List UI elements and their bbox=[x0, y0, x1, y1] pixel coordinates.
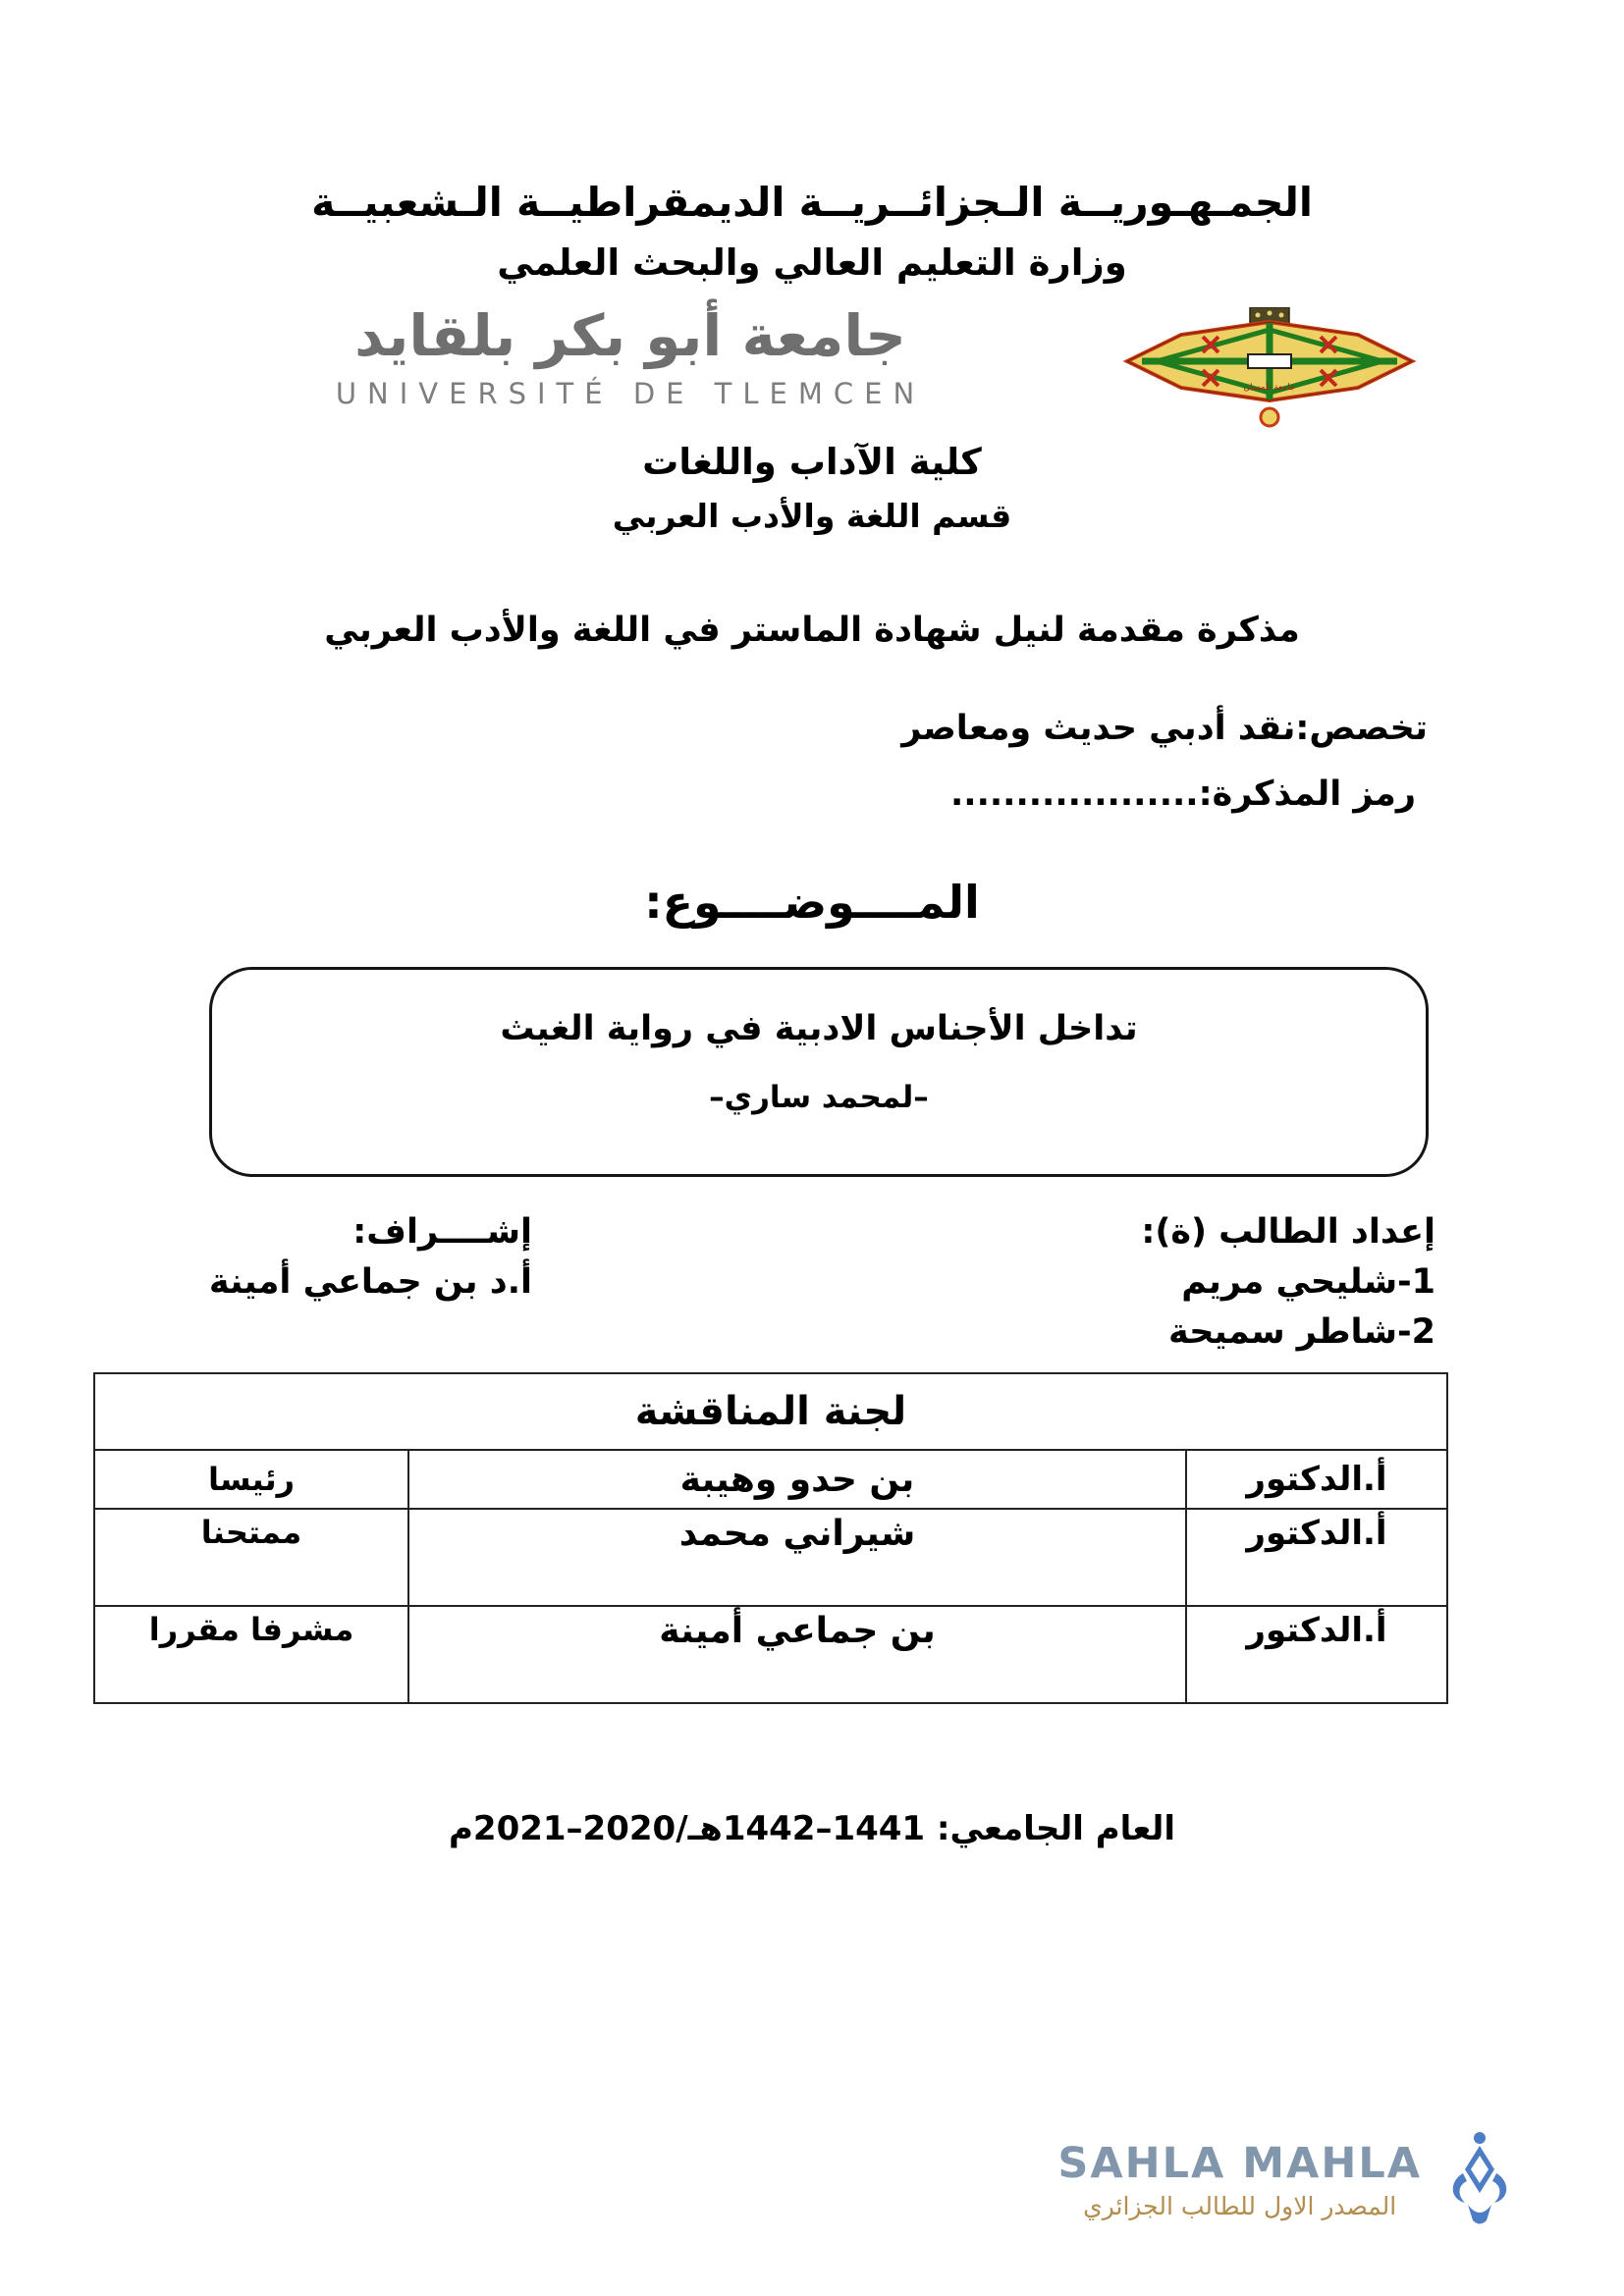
publisher-ornament-icon bbox=[1435, 2128, 1524, 2231]
university-name-arabic: جامعة أبو بكر بلقايد bbox=[354, 302, 906, 369]
member-title: أ.الدكتور bbox=[1186, 1606, 1447, 1703]
publisher-brand: SAHLA MAHLA bbox=[1057, 2139, 1422, 2188]
member-role: مشرفا مقررا bbox=[94, 1606, 408, 1703]
student-item: 1-شليحي مريم bbox=[1181, 1261, 1435, 1302]
supervisor-name: أ.د بن جماعي أمينة bbox=[208, 1261, 532, 1302]
publisher-tagline: المصدر الاول للطالب الجزائري bbox=[1083, 2192, 1397, 2220]
department-title: قسم اللغة والأدب العربي bbox=[612, 497, 1012, 535]
committee-title: لجنة المناقشة bbox=[94, 1373, 1447, 1450]
table-row bbox=[94, 1509, 1447, 1606]
academic-year: العام الجامعي: 1441–1442هـ/2020–2021م bbox=[448, 1809, 1175, 1848]
member-name: شيراني محمد bbox=[408, 1509, 1186, 1606]
member-role: رئيسا bbox=[94, 1450, 408, 1509]
supervision-block bbox=[209, 1207, 532, 1308]
member-title: أ.الدكتور bbox=[1186, 1450, 1447, 1509]
student-item: 2-شاطر سميحة bbox=[1168, 1311, 1435, 1352]
novel-author: –لمحمد ساري– bbox=[709, 1080, 929, 1115]
subject-heading: المــــوضــــوع: bbox=[644, 876, 980, 929]
university-name-french: UNIVERSITÉ DE TLEMCEN bbox=[335, 377, 926, 410]
table-row bbox=[94, 1606, 1447, 1703]
students-label: إعداد الطالب (ة): bbox=[1141, 1212, 1435, 1252]
committee-table bbox=[93, 1372, 1448, 1704]
thesis-title: تداخل الأجناس الادبية في رواية الغيث bbox=[500, 1009, 1138, 1048]
faculty-title: كلية الآداب واللغات bbox=[642, 441, 982, 483]
university-emblem-icon bbox=[1122, 307, 1417, 430]
students-block bbox=[1141, 1207, 1435, 1357]
specialty-line: تخصص:نقد أدبي حديث ومعاصر bbox=[901, 709, 1428, 748]
memo-code-line: رمز المذكرة:................... bbox=[949, 774, 1416, 814]
member-role: ممتحنا bbox=[94, 1509, 408, 1606]
emblem-inscription: جامعة تلمسان bbox=[1243, 383, 1296, 393]
member-title: أ.الدكتور bbox=[1186, 1509, 1447, 1606]
supervision-label: إشــــراف: bbox=[352, 1212, 532, 1252]
member-name: بن حدو وهيبة bbox=[408, 1450, 1186, 1509]
thesis-statement: مذكرة مقدمة لنيل شهادة الماستر في اللغة والأدب العربي bbox=[324, 611, 1300, 650]
republic-header: الجمـهـوريــة الـجزائــريــة الديمقراطيــة الـشعبيــة bbox=[311, 179, 1313, 226]
ministry-header: وزارة التعليم العالي والبحث العلمي bbox=[497, 241, 1127, 284]
publisher-watermark bbox=[1057, 2128, 1524, 2231]
committee-header-row bbox=[94, 1373, 1447, 1450]
table-row bbox=[94, 1450, 1447, 1509]
subject-box bbox=[209, 967, 1429, 1177]
publisher-text bbox=[1057, 2139, 1422, 2220]
member-name: بن جماعي أمينة bbox=[408, 1606, 1186, 1703]
